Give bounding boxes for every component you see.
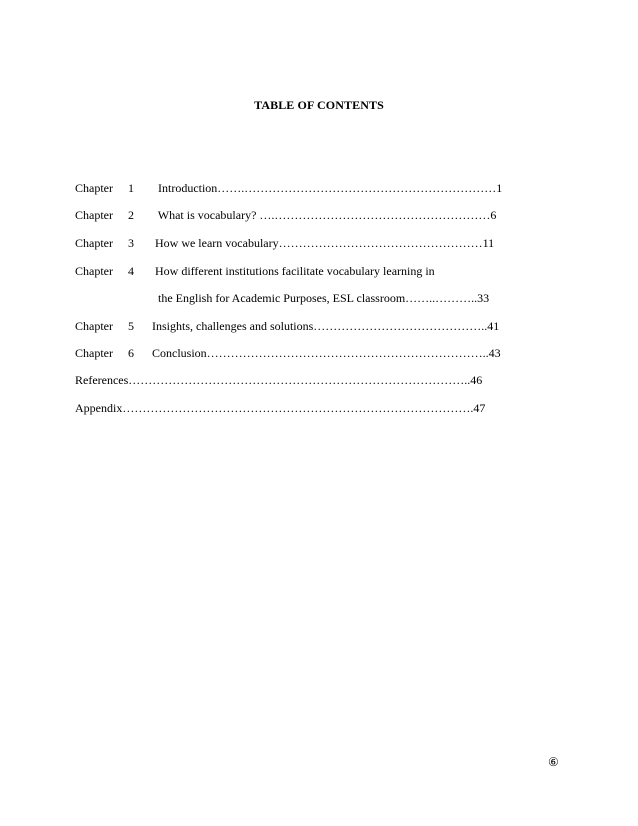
toc-entry-chapter-2: Chapter 2 What is vocabulary? ….………………………………………………6 <box>75 208 497 222</box>
toc-title: TABLE OF CONTENTS <box>254 98 384 112</box>
toc-entry-chapter-5: Chapter 5 Insights, challenges and solutions……………………………………..41 <box>75 319 500 333</box>
toc-entry-chapter-4: Chapter 4 How different institutions facilitate vocabulary learning in <box>75 264 435 278</box>
toc-entry-appendix: Appendix…………………………………………………………………………….47 <box>75 401 486 415</box>
toc-entry-references: References…………………………………………………………………………..46 <box>75 373 483 387</box>
toc-entry-chapter-4-continued: the English for Academic Purposes, ESL classroom……..………..33 <box>158 291 490 305</box>
toc-entry-chapter-3: Chapter 3 How we learn vocabulary……………………………………………11 <box>75 236 495 250</box>
toc-entry-chapter-6: Chapter 6 Conclusion……………………………………………………………..43 <box>75 346 501 360</box>
toc-entry-chapter-1: Chapter 1 Introduction…….………………………………………………………1 <box>75 181 503 195</box>
page-number: ⑥ <box>548 755 559 769</box>
